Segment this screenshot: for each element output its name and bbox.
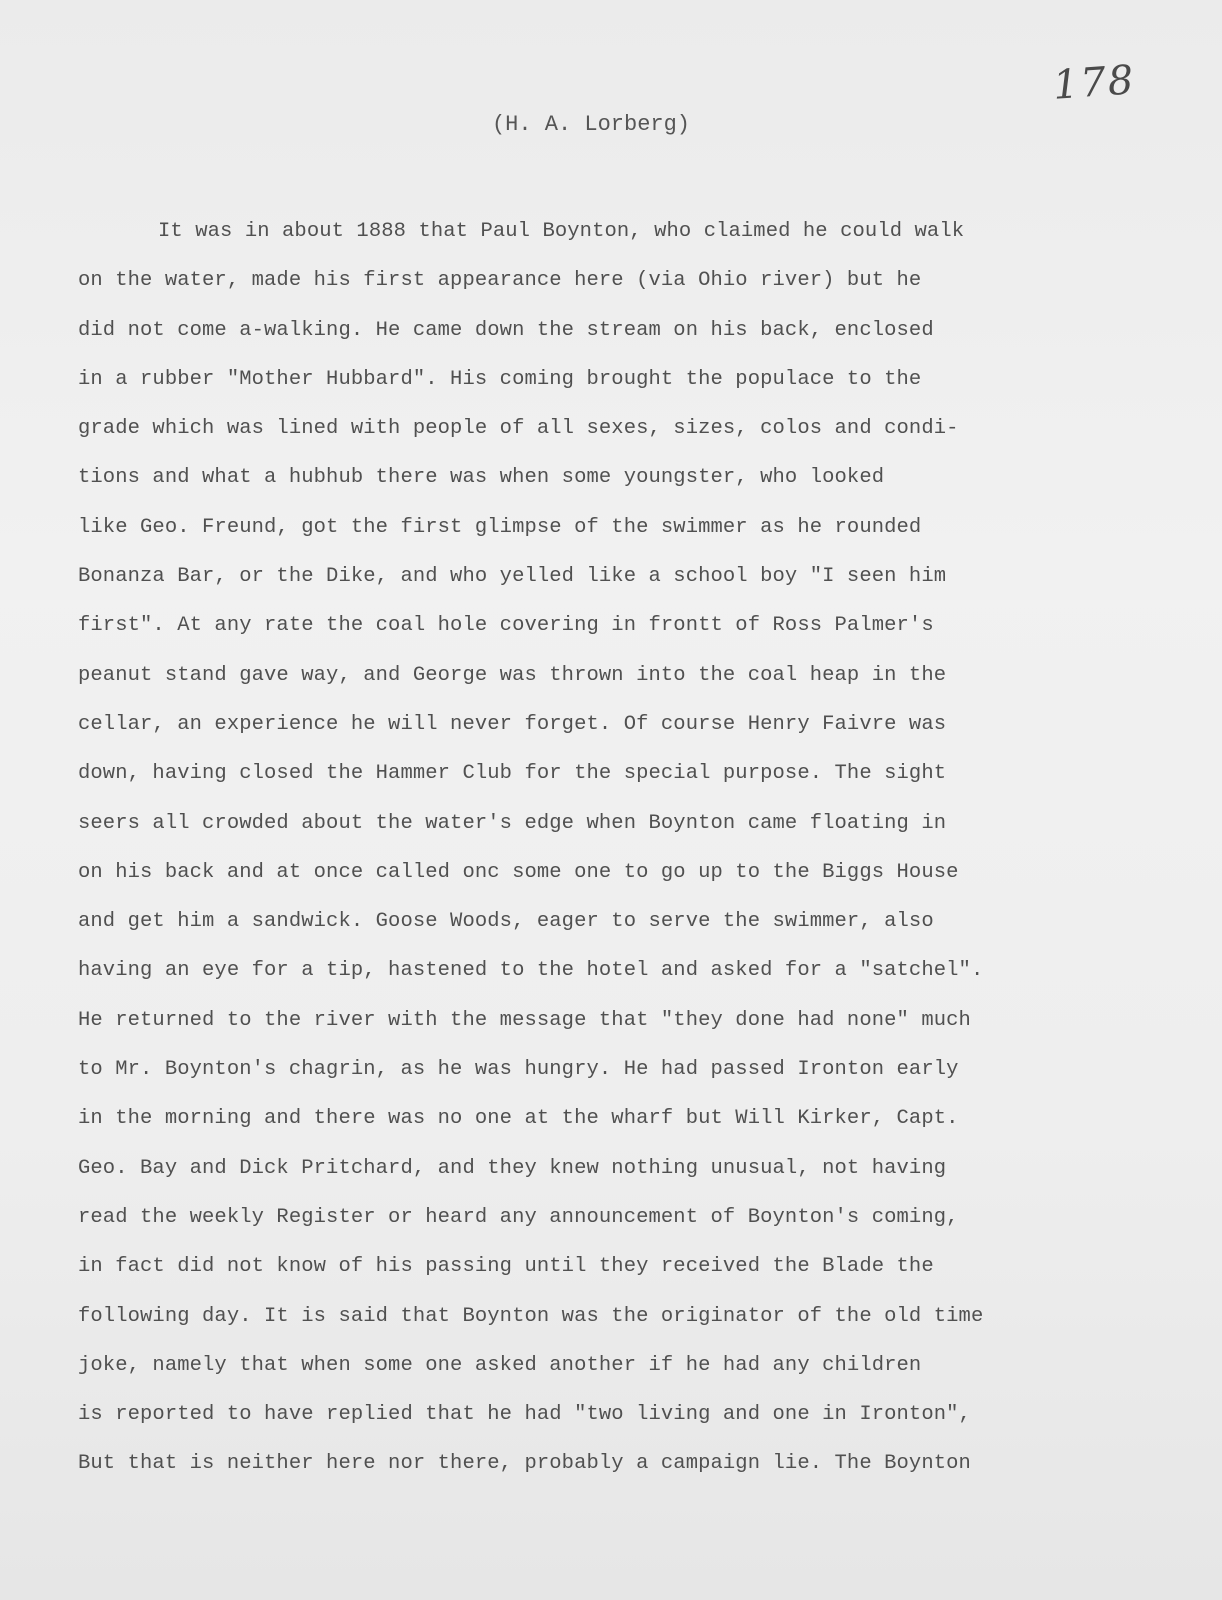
text-line: in a rubber "Mother Hubbard". His coming brought the populace to the xyxy=(78,367,922,391)
text-line: peanut stand gave way, and George was thrown into the coal heap in the xyxy=(78,663,947,687)
text-line: is reported to have replied that he had "two living and one in Ironton", xyxy=(78,1403,971,1427)
text-line: in the morning and there was no one at the wharf but Will Kirker, Capt. xyxy=(78,1107,959,1131)
text-line: and get him a sandwick. Goose Woods, eager to serve the swimmer, also xyxy=(78,910,934,934)
body-text xyxy=(0,207,1222,1489)
text-line: Geo. Bay and Dick Pritchard, and they knew nothing unusual, not having xyxy=(78,1156,947,1180)
text-line: to Mr. Boynton's chagrin, as he was hungry. He had passed Ironton early xyxy=(78,1058,959,1082)
text-line: first". At any rate the coal hole covering in frontt of Ross Palmer's xyxy=(78,614,934,638)
text-line: read the weekly Register or heard any announcement of Boynton's coming, xyxy=(78,1205,959,1229)
text-line: following day. It is said that Boynton was the originator of the old time xyxy=(78,1304,984,1328)
text-line: It was in about 1888 that Paul Boynton, who claimed he could walk xyxy=(158,220,965,243)
text-line: He returned to the river with the message that "they done had none" much xyxy=(78,1008,971,1032)
text-line: down, having closed the Hammer Club for the special purpose. The sight xyxy=(78,762,947,786)
text-line: on his back and at once called onc some one to go up to the Biggs House xyxy=(78,860,959,884)
author-line xyxy=(0,112,1222,137)
text-line: did not come a-walking. He came down the stream on his back, enclosed xyxy=(78,318,934,342)
page-number: 178 xyxy=(1051,57,1137,109)
text-line: seers all crowded about the water's edge when Boynton came floating in xyxy=(78,811,947,835)
text-line: having an eye for a tip, hastened to the hotel and asked for a "satchel". xyxy=(78,959,984,983)
text-line: grade which was lined with people of all sexes, sizes, colos and condi- xyxy=(78,417,959,441)
text-line: But that is neither here nor there, probably a campaign lie. The Boynton xyxy=(78,1452,971,1476)
text-line: Bonanza Bar, or the Dike, and who yelled like a school boy "I seen him xyxy=(78,565,947,589)
text-line: joke, namely that when some one asked another if he had any children xyxy=(78,1353,922,1377)
author-name: (H. A. Lorberg) xyxy=(491,112,691,137)
text-line: like Geo. Freund, got the first glimpse of the swimmer as he rounded xyxy=(78,515,922,539)
text-line: cellar, an experience he will never forget. Of course Henry Faivre was xyxy=(78,712,947,736)
text-line: on the water, made his first appearance here (via Ohio river) but he xyxy=(78,269,922,293)
text-line: tions and what a hubhub there was when some youngster, who looked xyxy=(78,466,885,490)
text-line: in fact did not know of his passing until they received the Blade the xyxy=(78,1255,934,1279)
